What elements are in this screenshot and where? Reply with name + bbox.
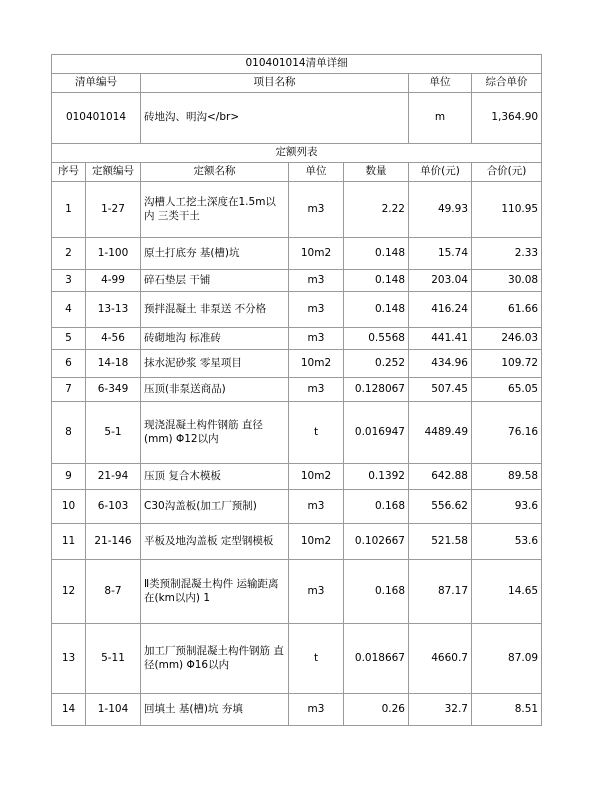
row-qty: 0.016947 bbox=[344, 402, 409, 464]
row-code: 5-11 bbox=[86, 624, 141, 694]
row-code: 5-1 bbox=[86, 402, 141, 464]
row-price: 87.17 bbox=[409, 560, 472, 624]
row-price: 441.41 bbox=[409, 328, 472, 350]
quota-unit-header: 单位 bbox=[289, 163, 344, 182]
row-name: 回填土 基(槽)坑 夯填 bbox=[141, 694, 289, 726]
row-qty: 0.26 bbox=[344, 694, 409, 726]
table-row bbox=[52, 182, 542, 238]
row-name: C30沟盖板(加工厂预制) bbox=[141, 490, 289, 524]
row-code: 6-349 bbox=[86, 378, 141, 402]
row-name: 压顶(非泵送商品) bbox=[141, 378, 289, 402]
row-name: 原土打底夯 基(槽)坑 bbox=[141, 238, 289, 270]
row-no: 5 bbox=[52, 328, 86, 350]
row-code: 1-100 bbox=[86, 238, 141, 270]
row-total: 61.66 bbox=[472, 292, 542, 328]
sheet-title: 010401014清单详细 bbox=[52, 55, 542, 74]
row-code: 13-13 bbox=[86, 292, 141, 328]
row-unit: 10m2 bbox=[289, 524, 344, 560]
quota-code-header: 定额编号 bbox=[86, 163, 141, 182]
row-unit: m3 bbox=[289, 560, 344, 624]
table-row bbox=[52, 524, 542, 560]
row-no: 12 bbox=[52, 560, 86, 624]
bill-code-header: 清单编号 bbox=[52, 74, 141, 93]
row-total: 8.51 bbox=[472, 694, 542, 726]
row-price: 642.88 bbox=[409, 464, 472, 490]
row-total: 65.05 bbox=[472, 378, 542, 402]
row-code: 1-104 bbox=[86, 694, 141, 726]
row-code: 21-94 bbox=[86, 464, 141, 490]
row-unit: 10m2 bbox=[289, 464, 344, 490]
table-row bbox=[52, 490, 542, 524]
row-unit: 10m2 bbox=[289, 238, 344, 270]
quota-header-row bbox=[52, 163, 542, 182]
row-no: 2 bbox=[52, 238, 86, 270]
bill-row bbox=[52, 93, 542, 144]
row-price: 15.74 bbox=[409, 238, 472, 270]
row-price: 416.24 bbox=[409, 292, 472, 328]
bill-unit-header: 单位 bbox=[409, 74, 472, 93]
row-no: 1 bbox=[52, 182, 86, 238]
bill-name: 砖地沟、明沟</br> bbox=[141, 93, 409, 144]
row-total: 87.09 bbox=[472, 624, 542, 694]
row-name: 现浇混凝土构件钢筋 直径(mm) Φ12以内 bbox=[141, 402, 289, 464]
row-price: 4660.7 bbox=[409, 624, 472, 694]
row-code: 8-7 bbox=[86, 560, 141, 624]
row-qty: 0.018667 bbox=[344, 624, 409, 694]
row-name: 碎石垫层 干铺 bbox=[141, 270, 289, 292]
row-price: 203.04 bbox=[409, 270, 472, 292]
quota-price-header: 单价(元) bbox=[409, 163, 472, 182]
row-unit: m3 bbox=[289, 270, 344, 292]
row-price: 507.45 bbox=[409, 378, 472, 402]
row-no: 11 bbox=[52, 524, 86, 560]
title-row bbox=[52, 55, 542, 74]
row-total: 246.03 bbox=[472, 328, 542, 350]
table-row bbox=[52, 624, 542, 694]
row-no: 7 bbox=[52, 378, 86, 402]
table-row bbox=[52, 238, 542, 270]
row-price: 556.62 bbox=[409, 490, 472, 524]
row-name: Ⅱ类预制混凝土构件 运输距离在(km以内) 1 bbox=[141, 560, 289, 624]
row-qty: 0.148 bbox=[344, 292, 409, 328]
row-no: 4 bbox=[52, 292, 86, 328]
bill-code: 010401014 bbox=[52, 93, 141, 144]
row-code: 14-18 bbox=[86, 350, 141, 378]
row-total: 89.58 bbox=[472, 464, 542, 490]
table-row bbox=[52, 464, 542, 490]
bill-price-header: 综合单价 bbox=[472, 74, 542, 93]
row-total: 110.95 bbox=[472, 182, 542, 238]
row-unit: t bbox=[289, 624, 344, 694]
row-total: 2.33 bbox=[472, 238, 542, 270]
row-no: 3 bbox=[52, 270, 86, 292]
row-qty: 0.168 bbox=[344, 560, 409, 624]
row-total: 53.6 bbox=[472, 524, 542, 560]
table-row bbox=[52, 350, 542, 378]
row-no: 13 bbox=[52, 624, 86, 694]
row-no: 14 bbox=[52, 694, 86, 726]
row-no: 9 bbox=[52, 464, 86, 490]
table-row bbox=[52, 270, 542, 292]
row-unit: 10m2 bbox=[289, 350, 344, 378]
row-unit: m3 bbox=[289, 182, 344, 238]
quota-qty-header: 数量 bbox=[344, 163, 409, 182]
row-no: 10 bbox=[52, 490, 86, 524]
row-code: 4-56 bbox=[86, 328, 141, 350]
row-name: 加工厂预制混凝土构件钢筋 直径(mm) Φ16以内 bbox=[141, 624, 289, 694]
row-price: 32.7 bbox=[409, 694, 472, 726]
row-price: 4489.49 bbox=[409, 402, 472, 464]
bill-detail-table bbox=[51, 54, 542, 726]
row-price: 434.96 bbox=[409, 350, 472, 378]
row-qty: 0.128067 bbox=[344, 378, 409, 402]
row-qty: 0.148 bbox=[344, 238, 409, 270]
row-unit: t bbox=[289, 402, 344, 464]
row-name: 砖砌地沟 标准砖 bbox=[141, 328, 289, 350]
row-total: 76.16 bbox=[472, 402, 542, 464]
bill-name-header: 项目名称 bbox=[141, 74, 409, 93]
row-price: 521.58 bbox=[409, 524, 472, 560]
row-qty: 0.148 bbox=[344, 270, 409, 292]
row-qty: 0.1392 bbox=[344, 464, 409, 490]
bill-unit: m bbox=[409, 93, 472, 144]
row-unit: m3 bbox=[289, 694, 344, 726]
quota-title: 定额列表 bbox=[52, 144, 542, 163]
bill-price: 1,364.90 bbox=[472, 93, 542, 144]
row-qty: 2.22 bbox=[344, 182, 409, 238]
row-no: 8 bbox=[52, 402, 86, 464]
row-name: 平板及地沟盖板 定型钢模板 bbox=[141, 524, 289, 560]
row-code: 4-99 bbox=[86, 270, 141, 292]
row-unit: m3 bbox=[289, 292, 344, 328]
row-no: 6 bbox=[52, 350, 86, 378]
row-code: 6-103 bbox=[86, 490, 141, 524]
quota-total-header: 合价(元) bbox=[472, 163, 542, 182]
row-qty: 0.168 bbox=[344, 490, 409, 524]
row-price: 49.93 bbox=[409, 182, 472, 238]
table-row bbox=[52, 292, 542, 328]
row-total: 109.72 bbox=[472, 350, 542, 378]
row-name: 压顶 复合木模板 bbox=[141, 464, 289, 490]
row-qty: 0.252 bbox=[344, 350, 409, 378]
quota-title-row bbox=[52, 144, 542, 163]
row-name: 抹水泥砂浆 零星项目 bbox=[141, 350, 289, 378]
row-total: 14.65 bbox=[472, 560, 542, 624]
row-unit: m3 bbox=[289, 328, 344, 350]
row-name: 沟槽人工挖土深度在1.5m以内 三类干土 bbox=[141, 182, 289, 238]
quota-name-header: 定额名称 bbox=[141, 163, 289, 182]
row-total: 93.6 bbox=[472, 490, 542, 524]
table-row bbox=[52, 378, 542, 402]
row-unit: m3 bbox=[289, 490, 344, 524]
row-code: 1-27 bbox=[86, 182, 141, 238]
row-name: 预拌混凝土 非泵送 不分格 bbox=[141, 292, 289, 328]
row-qty: 0.102667 bbox=[344, 524, 409, 560]
table-row bbox=[52, 402, 542, 464]
quota-no-header: 序号 bbox=[52, 163, 86, 182]
table-row bbox=[52, 328, 542, 350]
row-code: 21-146 bbox=[86, 524, 141, 560]
row-total: 30.08 bbox=[472, 270, 542, 292]
table-row bbox=[52, 694, 542, 726]
row-qty: 0.5568 bbox=[344, 328, 409, 350]
table-row bbox=[52, 560, 542, 624]
row-unit: m3 bbox=[289, 378, 344, 402]
bill-header-row bbox=[52, 74, 542, 93]
